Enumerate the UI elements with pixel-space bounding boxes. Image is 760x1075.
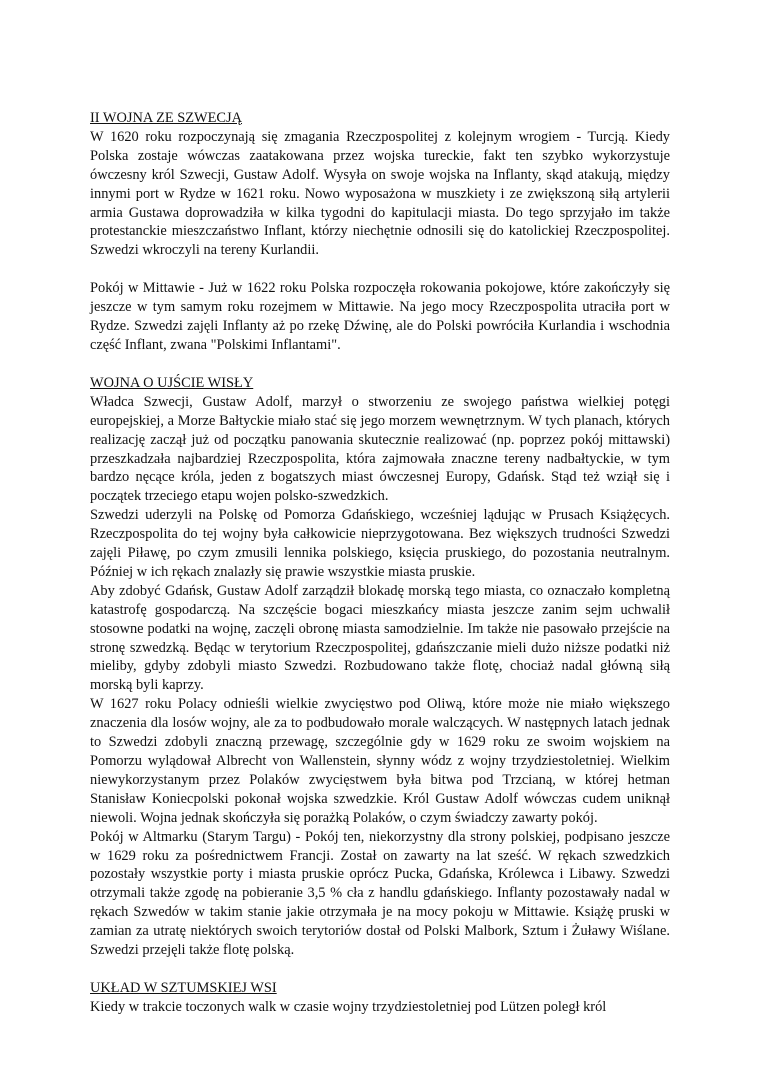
section-2 bbox=[90, 374, 670, 960]
paragraph: W 1620 roku rozpoczynają się zmagania Rzeczpospolitej z kolejnym wrogiem - Turcją. Kiedy Polska zostaje wówczas zaatakowana przez wojska tureckie, fakt ten szybko wykorzystuje ówczesny król Szwecji, Gustaw Adolf. Wysyła on swoje wojska na Inflanty, skąd atakują, między innymi port w Rydze w 1621 roku. Nowo wyposażona w muszkiety i ze zwiększoną siłą artylerii armia Gustawa doprowadziła w kilka tygodni do kapitulacji miasta. Do tego sprzyjało im także protestanckie mieszczaństwo Inflant, którzy niechętnie odnosili się do katolickiej Rzeczpospolitej. Szwedzi wkroczyli na tereny Kurlandii. bbox=[90, 128, 670, 259]
paragraph: Kiedy w trakcie toczonych walk w czasie wojny trzydziestoletniej pod Lützen poległ król bbox=[90, 998, 607, 1015]
section-heading: WOJNA O UJŚCIE WISŁY bbox=[90, 374, 254, 391]
section-heading: II WOJNA ZE SZWECJĄ bbox=[90, 110, 243, 126]
paragraph: Pokój w Mittawie - Już w 1622 roku Polska rozpoczęła rokowania pokojowe, które zakończyły się jeszcze w tym samym roku rozejmem w Mittawie. Na jego mocy Rzeczpospolita utraciła port w Rydze. Szwedzi zajęli Inflanty aż po rzekę Dźwinę, ale do Polski powróciła Kurlandia i wschodnia część Inflant, zwana "Polskimi Inflantami". bbox=[90, 280, 670, 353]
section-gap bbox=[90, 355, 670, 374]
paragraph: Aby zdobyć Gdańsk, Gustaw Adolf zarządził blokadę morską tego miasta, co oznaczało kompletną katastrofę gospodarczą. Na szczęście bogaci mieszkańcy miasta jeszcze zanim sejm uchwalił stosowne podatki na wojnę, zaczęli obronę miasta samodzielnie. Im także nie pasowało przejście na stronę szwedzką. Będąc w terytorium Rzeczpospolitej, gdańszczanie mieli dużo niższe podatki niż mieliby, gdyby zdobyli miasto Szwedzi. Rozbudowano także flotę, chociaż nadal główną siłą morską byli kaprzy. bbox=[90, 582, 670, 694]
paragraph-gap bbox=[90, 260, 670, 279]
section-gap bbox=[90, 960, 670, 979]
paragraph: Pokój w Altmarku (Starym Targu) - Pokój ten, niekorzystny dla strony polskiej, podpisano jeszcze w 1629 roku za pośrednictwem Francji. Został on zawarty na lat sześć. W rękach szwedzkich pozostały wszystkie porty i miasta pruskie oprócz Pucka, Gdańska, Królewca i Libawy. Szwedzi otrzymali także zgodę na pobieranie 3,5 % cła z handlu gdańskiego. Inflanty pozostawały nadal w rękach Szwedów w takim stanie jakie otrzymała je na mocy pokoju w Mittawie. Książę pruski w zamian za utratę niektórych swoich terytoriów dostał od Polski Malbork, Sztum i Żuławy Wiślane. Szwedzi przejęli także flotę polską. bbox=[90, 828, 670, 959]
section-1 bbox=[90, 109, 670, 355]
paragraph: Władca Szwecji, Gustaw Adolf, marzył o stworzeniu ze swojego państwa wielkiej potęgi europejskiej, a Morze Bałtyckie miało stać się jego morzem wewnętrznym. W tych planach, których realizację zaczął już od początku panowania skutecznie realizować (np. poprzez pokój mittawski) przeszkadzała najbardziej Rzeczpospolita, która zajmowała znaczne tereny nadbałtyckie, w tym bardzo nęcące króla, jeden z bogatszych miast ówczesnej Europy, Gdańsk. Stąd też wziął się i początek trzeciego etapu wojen polsko-szwedzkich. bbox=[90, 393, 670, 505]
paragraph: Szwedzi uderzyli na Polskę od Pomorza Gdańskiego, wcześniej lądując w Prusach Książęcych. Rzeczpospolita do tej wojny była całkowicie nieprzygotowana. Bez większych trudności Szwedzi zajęli Piławę, po czym zmusili lennika polskiego, księcia pruskiego, do pozostania neutralnym. Później w ich rękach znalazły się prawie wszystkie miasta pruskie. bbox=[90, 507, 670, 580]
section-heading: UKŁAD W SZTUMSKIEJ WSI bbox=[90, 979, 277, 996]
section-3 bbox=[90, 979, 670, 1017]
paragraph: W 1627 roku Polacy odnieśli wielkie zwycięstwo pod Oliwą, które może nie miało większego znaczenia dla losów wojny, ale za to podbudowało morale walczących. W następnych latach jednak to Szwedzi zdobyli znaczną przewagę, szczególnie gdy w 1629 roku ze swoim wojskiem na Pomorzu wylądował Albrecht von Wallenstein, słynny wódz z wojny trzydziestoletniej. Wielkim niewykorzystanym przez Polaków zwycięstwem była bitwa pod Trzcianą, w której hetman Stanisław Koniecpolski pokonał wojska szwedzkie. Król Gustaw Adolf wówczas cudem uniknął niewoli. Wojna jednak skończyła się porażką Polaków, o czym świadczy zawarty pokój. bbox=[90, 696, 670, 826]
